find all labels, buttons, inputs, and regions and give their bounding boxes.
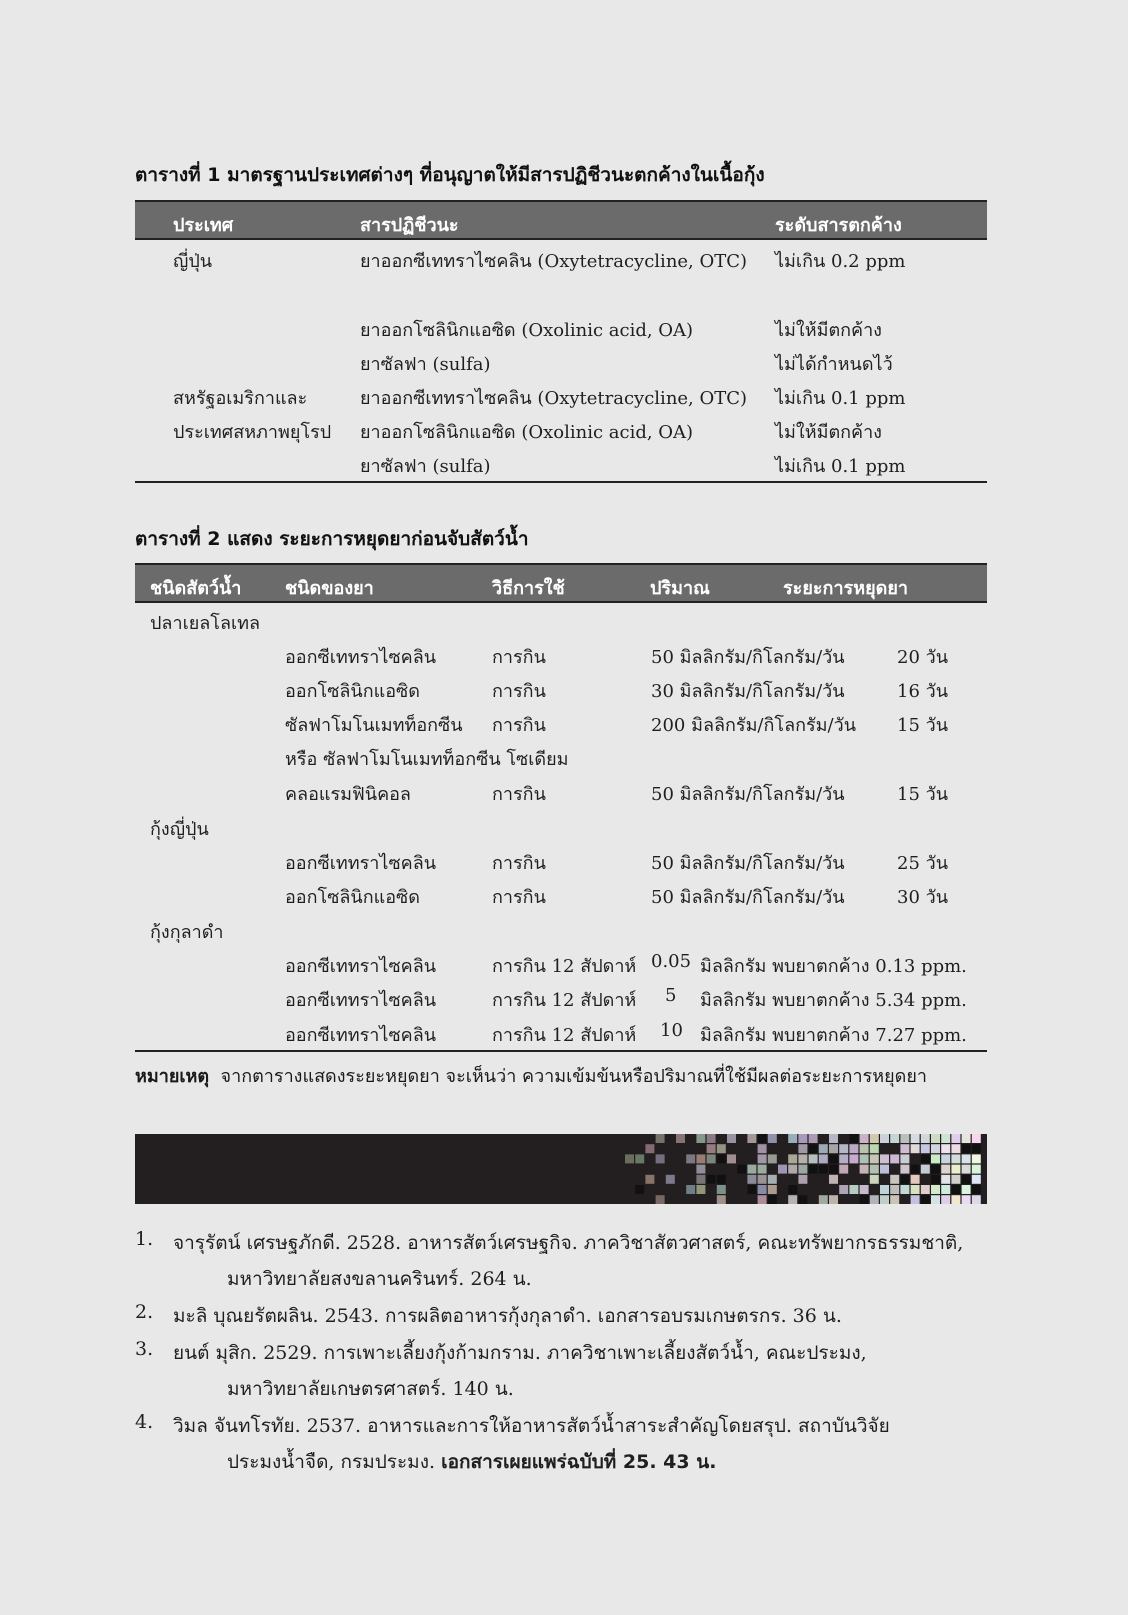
mosaic-tile [829, 1175, 838, 1184]
withdrawal-cell: 25 วัน [897, 853, 949, 874]
mosaic-tile [941, 1185, 950, 1194]
mosaic-tile [809, 1165, 818, 1174]
mosaic-tile [860, 1195, 869, 1204]
mosaic-tile [696, 1165, 705, 1174]
reference-line [227, 1447, 716, 1477]
drug-cell: ออกซีเททราไซคลิน [285, 990, 437, 1011]
mosaic-tile [768, 1154, 777, 1163]
level-cell: ไม่เกิน 0.2 ppm [775, 251, 906, 272]
mosaic-tile [707, 1154, 716, 1163]
mosaic-tile [972, 1175, 981, 1184]
mosaic-tile [717, 1195, 726, 1204]
reference-line: มหาวิทยาลัยสงขลานครินทร์. 264 น. [227, 1268, 532, 1290]
mosaic-tile [849, 1144, 858, 1153]
mosaic-tile [727, 1154, 736, 1163]
mosaic-tile [931, 1195, 940, 1204]
withdrawal-cell: 30 วัน [897, 887, 949, 908]
drug-cell: ยาออกโซลินิกแอซิด (Oxolinic acid, OA) [360, 320, 694, 341]
mosaic-tile [870, 1154, 879, 1163]
mosaic-tile [798, 1165, 807, 1174]
mosaic-tile [880, 1134, 889, 1143]
method-cell: การกิน [492, 784, 546, 805]
mosaic-tile [666, 1175, 675, 1184]
mosaic-tile [819, 1195, 828, 1204]
mosaic-tile [798, 1134, 807, 1143]
mosaic-tile [849, 1134, 858, 1143]
table1-header-country: ประเทศ [173, 215, 234, 236]
mosaic-tile [625, 1154, 634, 1163]
reference-line-text: ประมงน้ำจืด, กรมประมง. [227, 1451, 436, 1473]
mosaic-tile [839, 1185, 848, 1194]
mosaic-tile [849, 1185, 858, 1194]
mosaic-tile [758, 1144, 767, 1153]
mosaic-tile [768, 1175, 777, 1184]
mosaic-tile [747, 1165, 756, 1174]
mosaic-tile [860, 1154, 869, 1163]
level-cell: ไม่ให้มีตกค้าง [775, 422, 882, 443]
mosaic-tile [758, 1175, 767, 1184]
method-cell: การกิน [492, 647, 546, 668]
amount-cell: 200 มิลลิกรัม/กิโลกรัม/วัน [651, 715, 857, 736]
drug-cell: ออกซีเททราไซคลิน [285, 956, 437, 977]
amount-cell: มิลลิกรัม พบยาตกค้าง 5.34 ppm. [700, 990, 967, 1011]
amount-cell: 50 มิลลิกรัม/กิโลกรัม/วัน [651, 647, 845, 668]
mosaic-tile [911, 1195, 920, 1204]
mosaic-tile [696, 1154, 705, 1163]
level-cell: ไม่ให้มีตกค้าง [775, 320, 882, 341]
amount-cell: 50 มิลลิกรัม/กิโลกรัม/วัน [651, 887, 845, 908]
mosaic-tile [931, 1185, 940, 1194]
mosaic-tile [870, 1175, 879, 1184]
mosaic-tile [839, 1144, 848, 1153]
mosaic-tile [819, 1144, 828, 1153]
drug-cell: คลอแรมฟินิคอล [285, 784, 411, 805]
drug-cell: ออกซีเททราไซคลิน [285, 647, 437, 668]
drug-cell: ซัลฟาโมโนเมทท็อกซีน [285, 715, 463, 736]
dose-cell: 0.05 [651, 951, 692, 972]
mosaic-tile [962, 1134, 971, 1143]
mosaic-tile [788, 1195, 797, 1204]
mosaic-tile [768, 1134, 777, 1143]
reference-line: จารุรัตน์ เศรษฐภักดี. 2528. อาหารสัตว์เศรษฐกิจ. ภาควิชาสัตวศาสตร์, คณะทรัพยากรธรรมชาติ, [173, 1232, 964, 1254]
level-cell: ไม่ได้กำหนดไว้ [775, 354, 893, 375]
mosaic-tile [676, 1134, 685, 1143]
mosaic-tile [747, 1175, 756, 1184]
mosaic-tile [788, 1134, 797, 1143]
mosaic-tile [870, 1144, 879, 1153]
note-label: หมายเหตุ [135, 1066, 210, 1087]
country-cell: ญี่ปุ่น [173, 251, 213, 272]
mosaic-tile [727, 1134, 736, 1143]
mosaic-tile [747, 1134, 756, 1143]
withdrawal-cell: 15 วัน [897, 784, 949, 805]
mosaic-tile [819, 1165, 828, 1174]
mosaic-tile [921, 1165, 930, 1174]
mosaic-tile [921, 1144, 930, 1153]
drug-cell: ยาออกซีเททราไซคลิน (Oxytetracycline, OTC) [360, 251, 748, 272]
mosaic-tile [941, 1195, 950, 1204]
mosaic-tile [890, 1195, 899, 1204]
mosaic-tile [707, 1144, 716, 1153]
mosaic-tile [860, 1185, 869, 1194]
reference-line: มะลิ บุณยรัตผลิน. 2543. การผลิตอาหารกุ้งกุลาดำ. เอกสารอบรมเกษตรกร. 36 น. [173, 1305, 842, 1327]
mosaic-tile [768, 1195, 777, 1204]
mosaic-tile [809, 1134, 818, 1143]
mosaic-tile [656, 1154, 665, 1163]
drug-cell: ออกซีเททราไซคลิน [285, 853, 437, 874]
mosaic-tile [880, 1195, 889, 1204]
dose-cell: 10 [660, 1020, 683, 1041]
mosaic-tile [686, 1185, 695, 1194]
method-cell: การกิน [492, 887, 546, 908]
mosaic-tile [798, 1195, 807, 1204]
section-banner [135, 1134, 987, 1204]
mosaic-tile [941, 1134, 950, 1143]
mosaic-tile [860, 1144, 869, 1153]
mosaic-tile [921, 1185, 930, 1194]
withdrawal-cell: 16 วัน [897, 681, 949, 702]
mosaic-tile [839, 1165, 848, 1174]
drug-cell: ยาออกโซลินิกแอซิด (Oxolinic acid, OA) [360, 422, 694, 443]
mosaic-tile [788, 1185, 797, 1194]
mosaic-tile [921, 1154, 930, 1163]
mosaic-tile [717, 1144, 726, 1153]
country-cell: สหรัฐอเมริกาและ [173, 388, 308, 409]
drug-cell: ยาซัลฟา (sulfa) [360, 354, 491, 375]
mosaic-tile [931, 1165, 940, 1174]
table2-header [135, 563, 987, 603]
mosaic-tile [941, 1165, 950, 1174]
mosaic-tile [890, 1154, 899, 1163]
amount-cell: 50 มิลลิกรัม/กิโลกรัม/วัน [651, 784, 845, 805]
amount-cell: 50 มิลลิกรัม/กิโลกรัม/วัน [651, 853, 845, 874]
mosaic-tile [870, 1165, 879, 1174]
mosaic-tile [778, 1165, 787, 1174]
mosaic-tile [962, 1144, 971, 1153]
mosaic-tile [656, 1195, 665, 1204]
animal-group-label: กุ้งกุลาดำ [150, 922, 224, 943]
mosaic-tile [717, 1185, 726, 1194]
mosaic-tile [890, 1175, 899, 1184]
mosaic-tile [829, 1144, 838, 1153]
mosaic-tile [962, 1195, 971, 1204]
dose-cell: 5 [665, 985, 677, 1006]
mosaic-tile [921, 1195, 930, 1204]
amount-cell: 30 มิลลิกรัม/กิโลกรัม/วัน [651, 681, 845, 702]
mosaic-tile [962, 1154, 971, 1163]
mosaic-tile [809, 1154, 818, 1163]
mosaic-tile [758, 1134, 767, 1143]
mosaic-tile [788, 1154, 797, 1163]
country-cell: ประเทศสหภาพยุโรป [173, 422, 332, 443]
mosaic-tile [890, 1185, 899, 1194]
withdrawal-cell: 15 วัน [897, 715, 949, 736]
mosaic-tile [951, 1175, 960, 1184]
mosaic-tile [829, 1165, 838, 1174]
mosaic-tile [645, 1144, 654, 1153]
mosaic-tile [972, 1195, 981, 1204]
mosaic-tile [707, 1175, 716, 1184]
reference-number: 4. [135, 1411, 154, 1433]
mosaic-tile [860, 1165, 869, 1174]
mosaic-tile [696, 1185, 705, 1194]
mosaic-tile [941, 1144, 950, 1153]
table2-header-method: วิธีการใช้ [492, 578, 565, 599]
mosaic-tile [829, 1154, 838, 1163]
reference-number: 2. [135, 1301, 154, 1323]
mosaic-tile [656, 1134, 665, 1143]
mosaic-tile [839, 1154, 848, 1163]
mosaic-tile [758, 1185, 767, 1194]
mosaic-tile [717, 1154, 726, 1163]
mosaic-tile [849, 1154, 858, 1163]
mosaic-tile [931, 1154, 940, 1163]
withdrawal-cell: 20 วัน [897, 647, 949, 668]
mosaic-tile [758, 1154, 767, 1163]
mosaic-tile [829, 1195, 838, 1204]
mosaic-tile [951, 1165, 960, 1174]
animal-group-label: กุ้งญี่ปุ่น [150, 819, 209, 840]
mosaic-tile [972, 1144, 981, 1153]
table2-header-amount: ปริมาณ [650, 578, 710, 599]
level-cell: ไม่เกิน 0.1 ppm [775, 388, 906, 409]
mosaic-tile [900, 1144, 909, 1153]
method-cell: การกิน 12 สัปดาห์ [492, 956, 637, 977]
mosaic-tile [900, 1175, 909, 1184]
level-cell: ไม่เกิน 0.1 ppm [775, 456, 906, 477]
mosaic-tile [951, 1154, 960, 1163]
mosaic-tile [880, 1185, 889, 1194]
drug-cell: ออกซีเททราไซคลิน [285, 1025, 437, 1046]
mosaic-tile [972, 1154, 981, 1163]
mosaic-tile [880, 1165, 889, 1174]
mosaic-tile [931, 1144, 940, 1153]
mosaic-tile [758, 1195, 767, 1204]
table2-bottom-rule [135, 1050, 987, 1052]
mosaic-tile [972, 1134, 981, 1143]
mosaic-tile [737, 1165, 746, 1174]
method-cell: การกิน [492, 853, 546, 874]
mosaic-tile [962, 1175, 971, 1184]
table2-header-animal: ชนิดสัตว์น้ำ [150, 578, 242, 599]
mosaic-tile [900, 1185, 909, 1194]
mosaic-tile [941, 1154, 950, 1163]
mosaic-tile [788, 1165, 797, 1174]
table1-header-drug: สารปฏิชีวนะ [360, 215, 459, 236]
mosaic-tile [707, 1134, 716, 1143]
table2-caption: ตารางที่ 2 แสดง ระยะการหยุดยาก่อนจับสัตว์น้ำ [135, 528, 529, 550]
table1-bottom-rule [135, 481, 987, 483]
mosaic-tile [951, 1144, 960, 1153]
table1-caption: ตารางที่ 1 มาตรฐานประเทศต่างๆ ที่อนุญาตให้มีสารปฏิชีวนะตกค้างในเนื้อกุ้ง [135, 164, 765, 186]
mosaic-tile [819, 1154, 828, 1163]
reference-line: ยนต์ มุสิก. 2529. การเพาะเลี้ยงกุ้งก้ามกราม. ภาควิชาเพาะเลี้ยงสัตว์น้ำ, คณะประมง, [173, 1342, 867, 1364]
mosaic-tile [747, 1185, 756, 1194]
mosaic-tile [931, 1175, 940, 1184]
mosaic-tile [686, 1154, 695, 1163]
table2-header-drug: ชนิดของยา [285, 578, 374, 599]
mosaic-tile [880, 1154, 889, 1163]
reference-line-bold: เอกสารเผยแพร่ฉบับที่ 25. 43 น. [441, 1451, 717, 1473]
mosaic-tile [911, 1175, 920, 1184]
method-cell: การกิน [492, 681, 546, 702]
table1-header [135, 200, 987, 240]
mosaic-tile [696, 1134, 705, 1143]
drug-cell: ยาออกซีเททราไซคลิน (Oxytetracycline, OTC) [360, 388, 748, 409]
animal-group-label: ปลาเยลโลเทล [150, 613, 261, 634]
mosaic-tile [951, 1185, 960, 1194]
mosaic-tile [900, 1165, 909, 1174]
mosaic-tile [972, 1165, 981, 1174]
mosaic-tile [911, 1144, 920, 1153]
mosaic-tile [860, 1134, 869, 1143]
mosaic-tile [645, 1175, 654, 1184]
mosaic-tile [635, 1154, 644, 1163]
drug-cell: ออกโซลินิกแอซิด [285, 681, 420, 702]
drug-cell: ยาซัลฟา (sulfa) [360, 456, 491, 477]
drug-cell: ออกโซลินิกแอซิด [285, 887, 420, 908]
mosaic-tile [911, 1165, 920, 1174]
table1-header-level: ระดับสารตกค้าง [775, 215, 902, 236]
reference-number: 3. [135, 1338, 154, 1360]
mosaic-tile [798, 1144, 807, 1153]
reference-number: 1. [135, 1228, 154, 1250]
mosaic-tile [870, 1195, 879, 1204]
mosaic-tile [635, 1185, 644, 1194]
mosaic-tile [941, 1175, 950, 1184]
mosaic-tile [951, 1195, 960, 1204]
mosaic-tile [758, 1165, 767, 1174]
note-text: จากตารางแสดงระยะหยุดยา จะเห็นว่า ความเข้มข้นหรือปริมาณที่ใช้มีผลต่อระยะการหยุดยา [220, 1066, 927, 1087]
mosaic-tile [768, 1185, 777, 1194]
mosaic-tile [962, 1185, 971, 1194]
mosaic-tile [962, 1165, 971, 1174]
table-note [135, 1061, 927, 1090]
amount-cell: มิลลิกรัม พบยาตกค้าง 0.13 ppm. [700, 956, 967, 977]
drug-cell: หรือ ซัลฟาโมโนเมทท็อกซีน โซเดียม [285, 749, 569, 770]
mosaic-tile [911, 1185, 920, 1194]
mosaic-tile [696, 1175, 705, 1184]
mosaic-pattern-graphic [135, 1134, 987, 1204]
mosaic-tile [900, 1134, 909, 1143]
mosaic-tile [931, 1134, 940, 1143]
mosaic-tile [798, 1154, 807, 1163]
amount-cell: มิลลิกรัม พบยาตกค้าง 7.27 ppm. [700, 1025, 967, 1046]
reference-line: วิมล จันทโรทัย. 2537. อาหารและการให้อาหารสัตว์น้ำสาระสำคัญโดยสรุป. สถาบันวิจัย [173, 1415, 890, 1437]
mosaic-tile [951, 1134, 960, 1143]
mosaic-tile [900, 1154, 909, 1163]
mosaic-tile [809, 1144, 818, 1153]
reference-line: มหาวิทยาลัยเกษตรศาสตร์. 140 น. [227, 1378, 514, 1400]
mosaic-tile [829, 1134, 838, 1143]
mosaic-tile [972, 1185, 981, 1194]
mosaic-tile [911, 1134, 920, 1143]
method-cell: การกิน [492, 715, 546, 736]
mosaic-tile [798, 1175, 807, 1184]
mosaic-tile [717, 1175, 726, 1184]
mosaic-tile [921, 1134, 930, 1143]
mosaic-tile [890, 1134, 899, 1143]
mosaic-tile [870, 1134, 879, 1143]
method-cell: การกิน 12 สัปดาห์ [492, 1025, 637, 1046]
table2-header-withdrawal: ระยะการหยุดยา [783, 578, 908, 599]
method-cell: การกิน 12 สัปดาห์ [492, 990, 637, 1011]
